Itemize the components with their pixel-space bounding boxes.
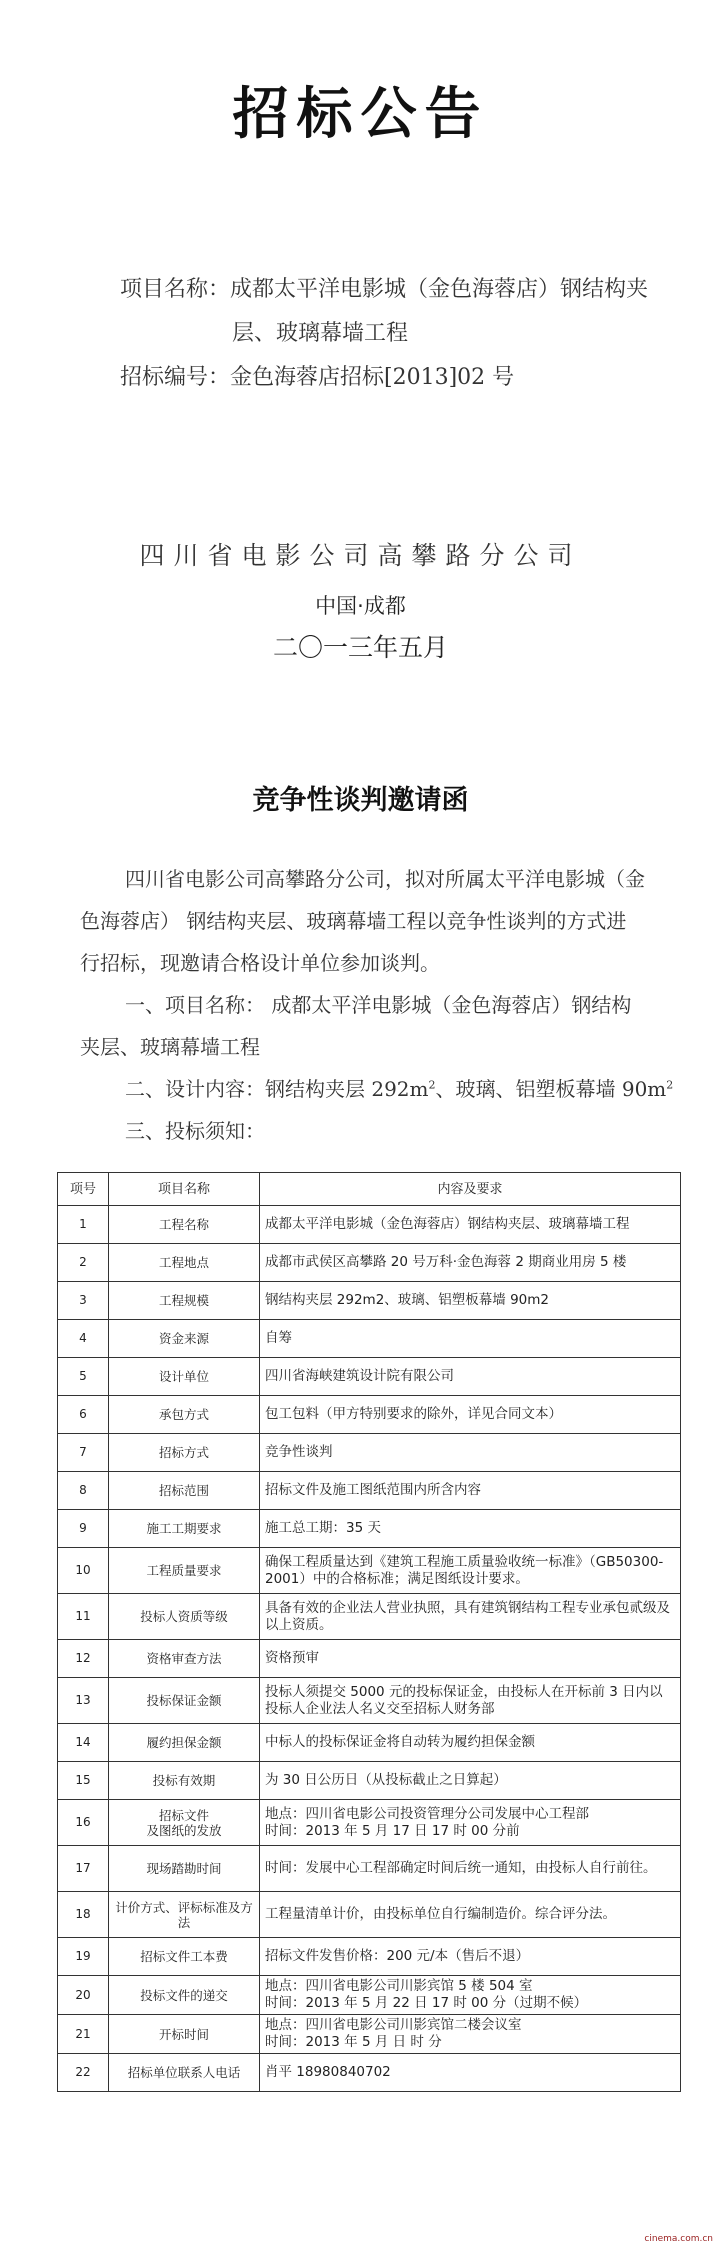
project-name-line1: 项目名称：成都太平洋电影城（金色海蓉店）钢结构夹 bbox=[120, 277, 649, 302]
location: 中国·成都 bbox=[315, 594, 406, 618]
table-row bbox=[58, 1320, 681, 1358]
row-number: 17 bbox=[58, 1846, 109, 1892]
company-name: 四川省电影公司高攀路分公司 bbox=[139, 541, 582, 570]
row-content: 地点：四川省电影公司川影宾馆二楼会议室 时间：2013 年 5 月 日 时 分 bbox=[260, 2015, 681, 2054]
row-content: 工程量清单计价，由投标单位自行编制造价。综合评分法。 bbox=[260, 1892, 681, 1938]
table-row bbox=[58, 2015, 681, 2054]
item1-line1: 一、项目名称： 成都太平洋电影城（金色海蓉店）钢结构 bbox=[125, 993, 632, 1017]
header-item-name: 项目名称 bbox=[109, 1173, 260, 1206]
row-content: 施工总工期：35 天 bbox=[260, 1510, 681, 1548]
table-row bbox=[58, 1976, 681, 2015]
row-content: 资格预审 bbox=[260, 1640, 681, 1678]
row-item-name: 招标范围 bbox=[109, 1472, 260, 1510]
row-number: 2 bbox=[58, 1244, 109, 1282]
table-header-row bbox=[58, 1173, 681, 1206]
row-content: 肖平 18980840702 bbox=[260, 2054, 681, 2092]
table-row bbox=[58, 1244, 681, 1282]
row-content: 确保工程质量达到《建筑工程施工质量验收统一标准》（GB50300-2001）中的合格标准；满足图纸设计要求。 bbox=[260, 1548, 681, 1594]
table-row bbox=[58, 1938, 681, 1976]
row-number: 5 bbox=[58, 1358, 109, 1396]
row-content: 四川省海峡建筑设计院有限公司 bbox=[260, 1358, 681, 1396]
project-name-line2: 层、玻璃幕墙工程 bbox=[232, 321, 409, 346]
row-item-name: 投标保证金额 bbox=[109, 1678, 260, 1724]
row-item-name: 投标人资质等级 bbox=[109, 1594, 260, 1640]
table-row bbox=[58, 1434, 681, 1472]
intro-line2: 色海蓉店） 钢结构夹层、玻璃幕墙工程以竞争性谈判的方式进 bbox=[80, 909, 627, 933]
row-number: 19 bbox=[58, 1938, 109, 1976]
row-item-name: 计价方式、评标标准及方法 bbox=[109, 1892, 260, 1938]
row-item-name: 设计单位 bbox=[109, 1358, 260, 1396]
row-number: 18 bbox=[58, 1892, 109, 1938]
row-number: 1 bbox=[58, 1206, 109, 1244]
header-content: 内容及要求 bbox=[260, 1173, 681, 1206]
table-row bbox=[58, 1724, 681, 1762]
table-row bbox=[58, 1396, 681, 1434]
table-row bbox=[58, 1594, 681, 1640]
row-number: 20 bbox=[58, 1976, 109, 2015]
row-item-name: 招标方式 bbox=[109, 1434, 260, 1472]
row-content: 投标人须提交 5000 元的投标保证金，由投标人在开标前 3 日内以投标人企业法人名义交至招标人财务部 bbox=[260, 1678, 681, 1724]
table-row bbox=[58, 2054, 681, 2092]
table-row bbox=[58, 1472, 681, 1510]
row-number: 8 bbox=[58, 1472, 109, 1510]
row-item-name: 招标文件 及图纸的发放 bbox=[109, 1800, 260, 1846]
row-item-name: 招标单位联系人电话 bbox=[109, 2054, 260, 2092]
row-item-name: 资金来源 bbox=[109, 1320, 260, 1358]
row-content: 招标文件发售价格：200 元/本（售后不退） bbox=[260, 1938, 681, 1976]
table-row bbox=[58, 1846, 681, 1892]
row-number: 21 bbox=[58, 2015, 109, 2054]
row-number: 9 bbox=[58, 1510, 109, 1548]
row-item-name: 履约担保金额 bbox=[109, 1724, 260, 1762]
intro-line3: 行招标，现邀请合格设计单位参加谈判。 bbox=[80, 951, 440, 975]
row-content: 钢结构夹层 292m2、玻璃、铝塑板幕墙 90m2 bbox=[260, 1282, 681, 1320]
row-number: 10 bbox=[58, 1548, 109, 1594]
row-item-name: 承包方式 bbox=[109, 1396, 260, 1434]
row-content: 竞争性谈判 bbox=[260, 1434, 681, 1472]
row-item-name: 招标文件工本费 bbox=[109, 1938, 260, 1976]
row-content: 地点：四川省电影公司川影宾馆 5 楼 504 室 时间：2013 年 5 月 22 日 17 时 00 分（过期不候） bbox=[260, 1976, 681, 2015]
row-item-name: 现场踏勘时间 bbox=[109, 1846, 260, 1892]
row-content: 具备有效的企业法人营业执照，具有建筑钢结构工程专业承包贰级及以上资质。 bbox=[260, 1594, 681, 1640]
row-number: 11 bbox=[58, 1594, 109, 1640]
item3-bid-notes: 三、投标须知： bbox=[125, 1119, 265, 1143]
row-number: 6 bbox=[58, 1396, 109, 1434]
table-row bbox=[58, 1678, 681, 1724]
row-content: 时间：发展中心工程部确定时间后统一通知，由投标人自行前往。 bbox=[260, 1846, 681, 1892]
table-row bbox=[58, 1358, 681, 1396]
row-number: 22 bbox=[58, 2054, 109, 2092]
table-row bbox=[58, 1762, 681, 1800]
row-number: 16 bbox=[58, 1800, 109, 1846]
table-row bbox=[58, 1510, 681, 1548]
table-row bbox=[58, 1640, 681, 1678]
item1-line2: 夹层、玻璃幕墙工程 bbox=[80, 1035, 260, 1059]
bid-number: 招标编号：金色海蓉店招标[2013]02 号 bbox=[120, 365, 515, 390]
row-content: 成都太平洋电影城（金色海蓉店）钢结构夹层、玻璃幕墙工程 bbox=[260, 1206, 681, 1244]
row-item-name: 投标文件的递交 bbox=[109, 1976, 260, 2015]
row-content: 为 30 日公历日（从投标截止之日算起） bbox=[260, 1762, 681, 1800]
header-item-no: 项号 bbox=[58, 1173, 109, 1206]
row-item-name: 开标时间 bbox=[109, 2015, 260, 2054]
table-row bbox=[58, 1548, 681, 1594]
document-title: 招标公告 bbox=[232, 82, 489, 147]
table-row bbox=[58, 1800, 681, 1846]
row-content: 地点：四川省电影公司投资管理分公司发展中心工程部 时间：2013 年 5 月 17 日 17 时 00 分前 bbox=[260, 1800, 681, 1846]
intro-line1: 四川省电影公司高攀路分公司，拟对所属太平洋电影城（金 bbox=[125, 867, 645, 891]
row-content: 中标人的投标保证金将自动转为履约担保金额 bbox=[260, 1724, 681, 1762]
row-number: 7 bbox=[58, 1434, 109, 1472]
table-row bbox=[58, 1206, 681, 1244]
publish-date: 二〇一三年五月 bbox=[272, 633, 448, 662]
row-item-name: 工程名称 bbox=[109, 1206, 260, 1244]
row-content: 成都市武侯区高攀路 20 号万科·金色海蓉 2 期商业用房 5 楼 bbox=[260, 1244, 681, 1282]
row-number: 3 bbox=[58, 1282, 109, 1320]
row-number: 15 bbox=[58, 1762, 109, 1800]
row-item-name: 工程地点 bbox=[109, 1244, 260, 1282]
row-content: 招标文件及施工图纸范围内所含内容 bbox=[260, 1472, 681, 1510]
row-number: 13 bbox=[58, 1678, 109, 1724]
row-item-name: 投标有效期 bbox=[109, 1762, 260, 1800]
watermark: cinema.com.cn bbox=[644, 2234, 713, 2244]
invitation-title: 竞争性谈判邀请函 bbox=[252, 785, 469, 816]
row-content: 自筹 bbox=[260, 1320, 681, 1358]
bid-requirements-table bbox=[57, 1172, 681, 2092]
row-number: 12 bbox=[58, 1640, 109, 1678]
row-item-name: 工程规模 bbox=[109, 1282, 260, 1320]
item2-design-content: 二、设计内容：钢结构夹层 $292m^2$、玻璃、铝塑板幕墙 $90m^2$ bbox=[125, 1077, 674, 1101]
table-row bbox=[58, 1282, 681, 1320]
row-item-name: 施工工期要求 bbox=[109, 1510, 260, 1548]
row-item-name: 工程质量要求 bbox=[109, 1548, 260, 1594]
row-number: 4 bbox=[58, 1320, 109, 1358]
row-content: 包工包料（甲方特别要求的除外，详见合同文本） bbox=[260, 1396, 681, 1434]
table-row bbox=[58, 1892, 681, 1938]
row-number: 14 bbox=[58, 1724, 109, 1762]
row-item-name: 资格审查方法 bbox=[109, 1640, 260, 1678]
